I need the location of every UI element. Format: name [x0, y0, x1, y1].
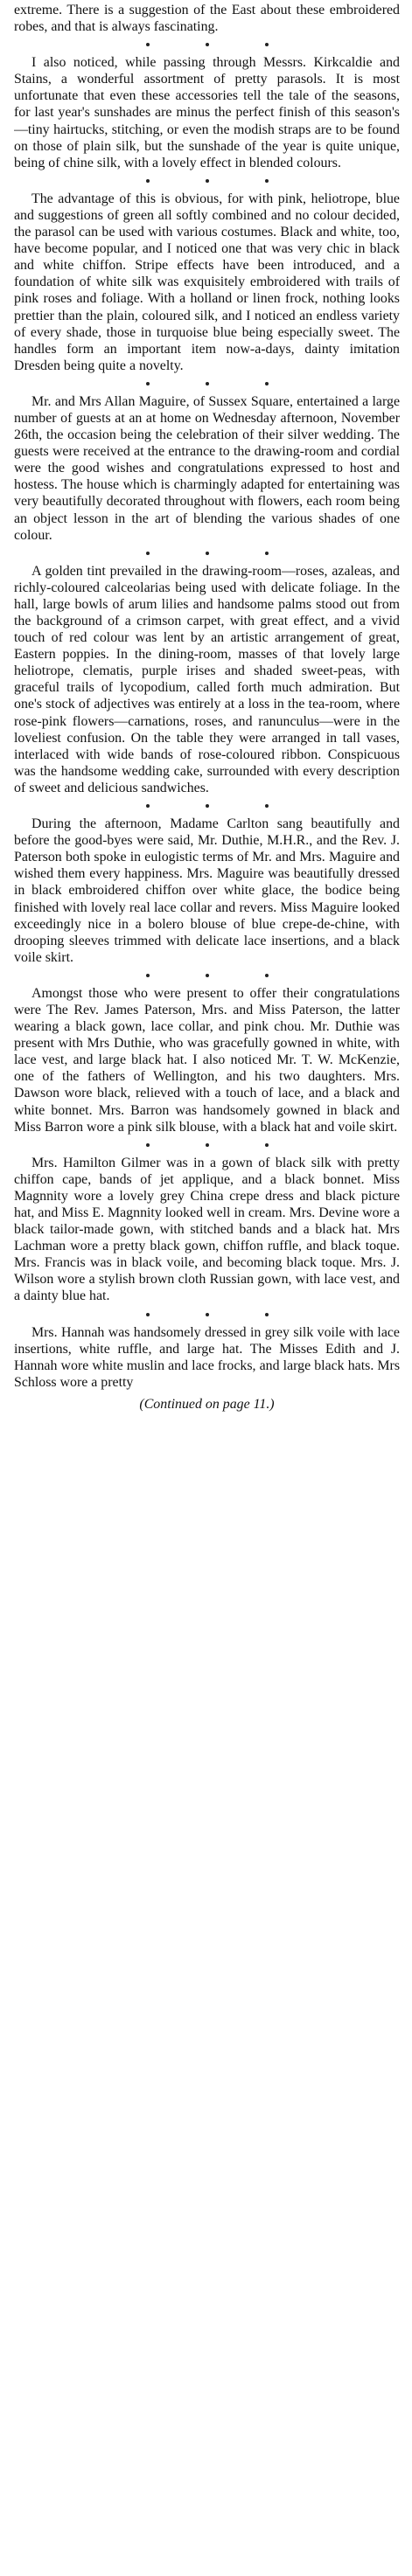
section-separator	[14, 966, 400, 985]
section-separator	[14, 171, 400, 191]
section-separator	[14, 1305, 400, 1324]
paragraph-silver-wedding: Mr. and Mrs Allan Maguire, of Sussex Square, entertained a large number of guests at an at home on Wednesday afternoon, November 26th, the occasion being the celebration of their silver wedding. The guests were received at the entrance to the drawing-room and cordial were the good wishes and congratulations expressed to host and hostess. The house which is charmingly adapted for entertaining was very beautifully decorated throughout with flowers, each room being an object lesson in the art of blending the various shades of one colour.	[14, 393, 400, 543]
continued-note: (Continued on page 11.)	[139, 1396, 275, 1412]
section-separator	[14, 1135, 400, 1155]
paragraph-guests: Amongst those who were present to offer their congratulations were The Rev. James Paterson, Mrs. and Miss Paterson, the latter wearing a black gown, lace collar, and pink chou. Mr. Duthie was present with Mrs Duthie, who was gracefully gowned in white, with lace vest, and large black hat. I also noticed Mr. T. W. McKenzie, one of the fathers of Wellington, and his two daughters. Mrs. Dawson wore black, relieved with a touch of lace, and a black and white bonnet. Mrs. Barron was handsomely gowned in black and Miss Barron wore a pink silk blouse, with a black hat and voile skirt.	[14, 985, 400, 1135]
paragraph-continuation: extreme. There is a suggestion of the East about these embroidered robes, and that is always fascinating.	[14, 3, 400, 35]
paragraph-parasol-colours: The advantage of this is obvious, for with pink, heliotrope, blue and suggestions of green all softly combined and no colour decided, the parasol can be used with various costumes. Black and white, too, have become popular, and I noticed one that was very chic in black and white chiffon. Stripe effects have been introduced, and a foundation of white silk was exquisitely embroidered with trails of pink roses and foliage. With a holland or linen frock, nothing looks prettier than the plain, coloured silk, and I noticed an endless variety of every shade, those in turquoise blue being especially sweet. The handles form an important item now-a-days, dainty imitation Dresden being quite a novelty.	[14, 191, 400, 373]
article-column	[14, 0, 400, 2576]
paragraph-decorations: A golden tint prevailed in the drawing-room—roses, azaleas, and richly-coloured calceolarias being used with delicate foliage. In the hall, large bowls of arum lilies and handsome palms stood out from the background of a crimson carpet, with great effect, and a vivid touch of red colour was lent by an artistic arrangement of great, Eastern poppies. In the dining-room, masses of that lovely large heliotrope, clematis, purple irises and shaded sweet-peas, with graceful trails of lycopodium, called forth much admiration. But one's stock of adjectives was entirely at a loss in the tea-room, where rose-pink flowers—carnations, roses, and ranunculus—were in the loveliest confusion. On the table they were arranged in tall vases, interlaced with wide bands of rose-coloured ribbon. Conspicuous was the handsome wedding cake, surrounded with every description of sweet and delicious sandwiches.	[14, 563, 400, 795]
paragraph-gowns: Mrs. Hamilton Gilmer was in a gown of black silk with pretty chiffon cape, bands of jet applique, and a black bonnet. Miss Magnnity wore a lovely grey China crepe dress and black picture hat, and Miss E. Magnnity looked well in cream. Mrs. Devine wore a black tailor-made gown, with stitched bands and a black hat. Mrs Lachman wore a pretty black gown, chiffon ruffle, and black toque. Mrs. Francis was in black voile, and becoming black toque. Mrs. J. Wilson wore a stylish brown cloth Russian gown, with lace vest, and a dainty blue hat.	[14, 1155, 400, 1304]
paragraph-parasols: I also noticed, while passing through Messrs. Kirkcaldie and Stains, a wonderful assortment of pretty parasols. It is most unfortunate that even these accessories tell the tale of the seasons, for last year's sunshades are minus the perfect finish of this season's—tiny hairtucks, stitching, or even the modish straps are to be found on those of plain silk, but the sunshade of the year is quite unique, being of chine silk, with a lovely effect in blended colours.	[14, 55, 400, 170]
section-separator	[14, 796, 400, 816]
section-separator	[14, 544, 400, 563]
paragraph-afternoon: During the afternoon, Madame Carlton sang beautifully and before the good-byes were said, Mr. Duthie, M.H.R., and the Rev. J. Paterson both spoke in eulogistic terms of Mr. and Mrs. Maguire and wished them every happiness. Mrs. Maguire was beautifully dressed in black embroidered chiffon over white glace, the bodice being finished with lovely real lace collar and revers. Miss Maguire looked exceedingly nice in a bolero blouse of blue crepe-de-chine, with drooping sleeves trimmed with delicate lace insertions, and a black voile skirt.	[14, 816, 400, 965]
paragraph-hannah: Mrs. Hannah was handsomely dressed in grey silk voile with lace insertions, white ruffle, and large hat. The Misses Edith and J. Hannah wore white muslin and lace frocks, and large black hats. Mrs Schloss wore a pretty	[14, 1324, 400, 1390]
section-separator	[14, 374, 400, 393]
section-separator	[14, 35, 400, 54]
